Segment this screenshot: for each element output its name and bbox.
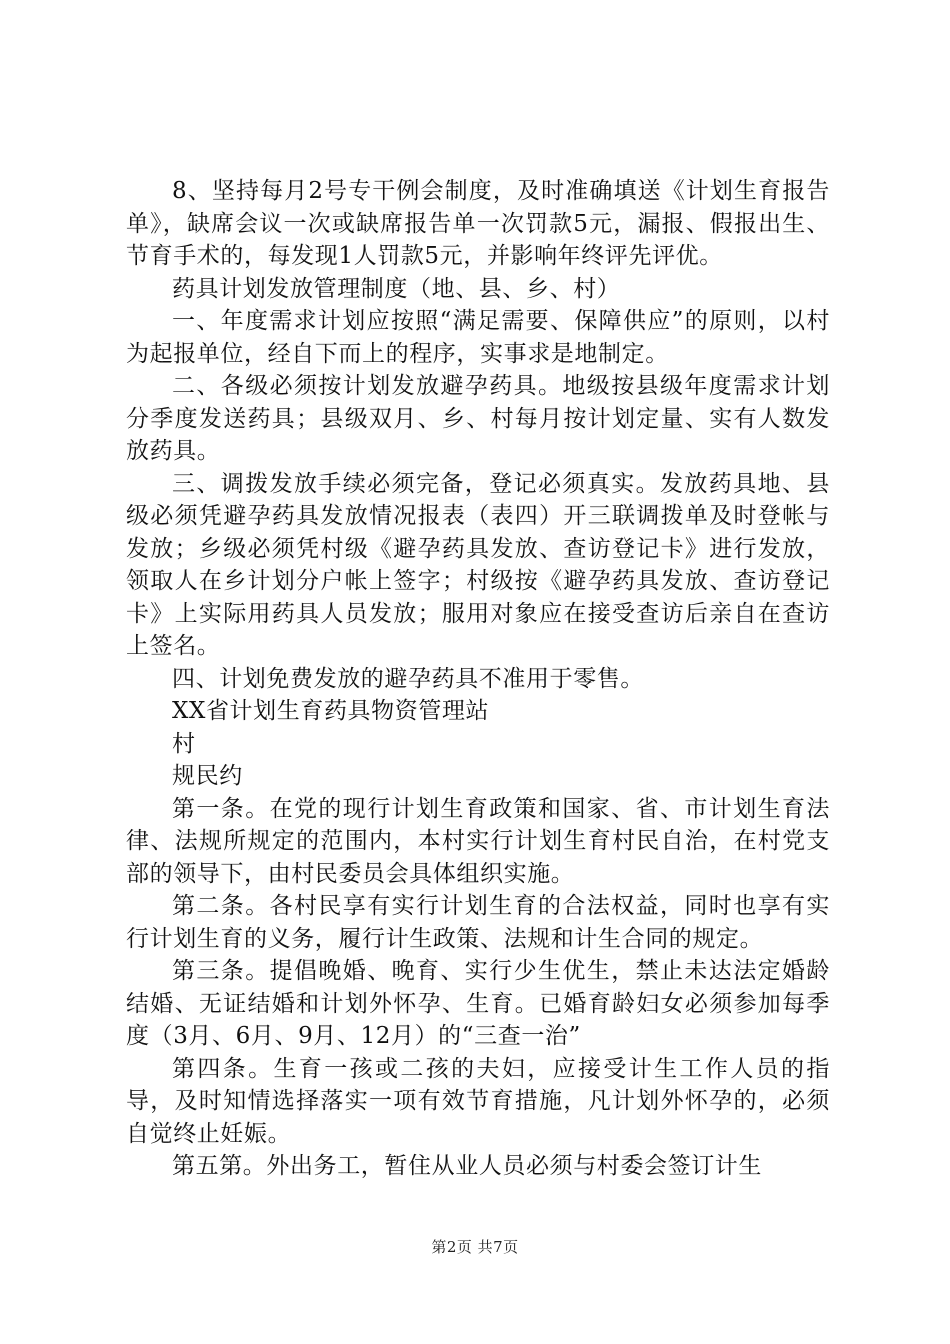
rule-8-paragraph: 8、坚持每月2号专干例会制度，及时准确填送《计划生育报告单》，缺席会议一次或缺席报告单一次罚款5元，漏报、假报出生、节育手术的，每发现1人罚款5元，并影响年终评先评优。 [126,178,830,269]
heading-village-rules: 规民约 [172,763,243,789]
issuer-line: XX省计划生育药具物资管理站 [172,698,490,724]
item-3-paragraph: 三、调拨发放手续必须完备，登记必须真实。发放药具地、县级必须凭避孕药具发放情况报表（表四）开三联调拨单及时登帐与发放；乡级必须凭村级《避孕药具发放、查访登记卡》进行发放，领取人在乡计划分户帐上签字；村级按《避孕药具发放、查访登记卡》上实际用药具人员发放；服用对象应在接受查访后亲自在查访上签名。 [126,470,830,659]
heading-village: 村 [172,730,196,757]
article-5-paragraph: 第五第。外出务工，暂住从业人员必须与村委会签订计生 [172,1153,762,1179]
page-number-footer: 第2页 共7页 [431,1238,519,1256]
article-1-paragraph: 第一条。在党的现行计划生育政策和国家、省、市计划生育法律、法规所规定的范围内，本村实行计划生育村民自治，在村党支部的领导下，由村民委员会具体组织实施。 [126,795,830,887]
article-4-paragraph: 第四条。生育一孩或二孩的夫妇，应接受计生工作人员的指导，及时知情选择落实一项有效节育措施，凡计划外怀孕的，必须自觉终止妊娠。 [126,1055,830,1147]
article-2-paragraph: 第二条。各村民享有实行计划生育的合法权益，同时也享有实行计划生育的义务，履行计生政策、法规和计生合同的规定。 [126,893,830,952]
item-4-paragraph: 四、计划免费发放的避孕药具不准用于零售。 [172,665,644,692]
article-3-paragraph: 第三条。提倡晚婚、晚育、实行少生优生，禁止未达法定婚龄结婚、无证结婚和计划外怀孕、生育。已婚育龄妇女必须参加每季度（3月、6月、9月、12月）的“三查一治” [126,958,830,1049]
item-2-paragraph: 二、各级必须按计划发放避孕药具。地级按县级年度需求计划分季度发送药具；县级双月、乡、村每月按计划定量、实有人数发放药具。 [126,373,830,464]
item-1-paragraph: 一、年度需求计划应按照“满足需要、保障供应”的原则，以村为起报单位，经自下而上的程序，实事求是地制定。 [126,308,830,367]
section-heading-contraceptive-distribution: 药具计划发放管理制度（地、县、乡、村） [172,275,621,302]
document-body [126,175,830,1183]
